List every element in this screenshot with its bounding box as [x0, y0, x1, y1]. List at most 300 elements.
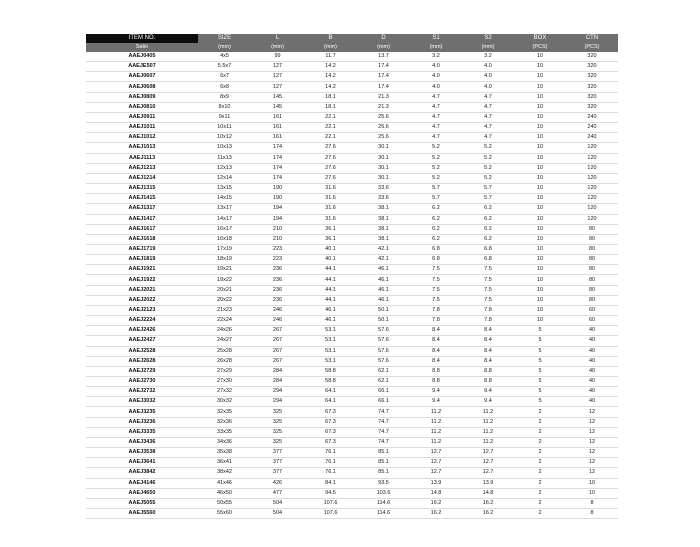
table-cell: 426	[251, 478, 304, 488]
item-number-cell: AAEJ1819	[86, 255, 198, 265]
table-row	[86, 316, 618, 326]
table-cell: 10	[514, 255, 566, 265]
table-cell: 21x23	[198, 305, 251, 315]
table-row	[86, 509, 618, 519]
table-cell: 7.5	[462, 285, 514, 295]
table-row	[86, 356, 618, 366]
item-number-cell: AAEJ1921	[86, 265, 198, 275]
table-cell: 46.1	[357, 265, 410, 275]
item-number-cell: AAEJ2427	[86, 336, 198, 346]
table-row	[86, 366, 618, 376]
table-cell: 26x28	[198, 356, 251, 366]
column-header: S1	[410, 34, 462, 43]
table-cell: 12.7	[410, 468, 462, 478]
table-cell: 10	[514, 153, 566, 163]
table-cell: 27.6	[304, 143, 357, 153]
table-cell: 40.1	[304, 244, 357, 254]
table-cell: 7.8	[410, 316, 462, 326]
table-cell: 58.8	[304, 377, 357, 387]
table-cell: 57.6	[357, 346, 410, 356]
table-cell: 76.1	[304, 458, 357, 468]
table-cell: 10	[514, 133, 566, 143]
table-cell: 8.4	[410, 356, 462, 366]
table-row	[86, 346, 618, 356]
table-cell: 5	[514, 366, 566, 376]
item-number-cell: AAEJ1213	[86, 163, 198, 173]
table-cell: 12	[566, 427, 618, 437]
column-unit: (mm)	[410, 43, 462, 52]
table-cell: 80	[566, 265, 618, 275]
table-cell: 12x14	[198, 173, 251, 183]
table-cell: 74.7	[357, 427, 410, 437]
table-cell: 80	[566, 234, 618, 244]
item-number-cell: AAEJ0809	[86, 92, 198, 102]
table-cell: 10	[514, 234, 566, 244]
table-cell: 33.6	[357, 194, 410, 204]
table-cell: 38.1	[357, 224, 410, 234]
table-cell: 11.2	[462, 417, 514, 427]
table-cell: 2	[514, 478, 566, 488]
table-cell: 267	[251, 336, 304, 346]
table-cell: 8.4	[410, 346, 462, 356]
table-cell: 30.1	[357, 173, 410, 183]
table-cell: 80	[566, 255, 618, 265]
table-cell: 27.6	[304, 153, 357, 163]
table-cell: 8.8	[410, 366, 462, 376]
table-cell: 94.5	[304, 488, 357, 498]
table-cell: 24x26	[198, 326, 251, 336]
table-cell: 6.2	[462, 224, 514, 234]
table-row	[86, 437, 618, 447]
table-cell: 7.8	[410, 305, 462, 315]
table-cell: 10	[514, 163, 566, 173]
item-number-cell: AAEJ3235	[86, 407, 198, 417]
table-row	[86, 234, 618, 244]
table-cell: 5.2	[410, 143, 462, 153]
table-cell: 7.8	[462, 305, 514, 315]
table-cell: 44.1	[304, 295, 357, 305]
table-cell: 5	[514, 336, 566, 346]
table-cell: 107.6	[304, 498, 357, 508]
table-cell: 246	[251, 316, 304, 326]
table-cell: 22.1	[304, 133, 357, 143]
table-cell: 11.2	[462, 407, 514, 417]
table-cell: 267	[251, 346, 304, 356]
table-cell: 16x18	[198, 234, 251, 244]
table-cell: 14.8	[462, 488, 514, 498]
table-cell: 107.6	[304, 509, 357, 519]
table-cell: 236	[251, 265, 304, 275]
table-cell: 57.6	[357, 356, 410, 366]
table-cell: 5.7	[410, 184, 462, 194]
table-cell: 74.7	[357, 437, 410, 447]
table-cell: 85.1	[357, 468, 410, 478]
table-cell: 10x11	[198, 123, 251, 133]
table-cell: 12	[566, 468, 618, 478]
table-cell: 12	[566, 437, 618, 447]
table-cell: 5	[514, 346, 566, 356]
item-number-cell: AAEJ0608	[86, 82, 198, 92]
table-cell: 14.2	[304, 62, 357, 72]
table-cell: 11.2	[410, 417, 462, 427]
table-cell: 114.6	[357, 509, 410, 519]
table-cell: 10	[514, 265, 566, 275]
table-cell: 12.7	[462, 458, 514, 468]
table-cell: 12	[566, 448, 618, 458]
table-cell: 5.7	[410, 194, 462, 204]
table-cell: 2	[514, 498, 566, 508]
table-cell: 21.3	[357, 92, 410, 102]
table-cell: 11.2	[410, 427, 462, 437]
table-row	[86, 244, 618, 254]
table-cell: 38.1	[357, 204, 410, 214]
table-cell: 320	[566, 102, 618, 112]
table-cell: 32x36	[198, 417, 251, 427]
table-cell: 76.1	[304, 448, 357, 458]
table-cell: 30.1	[357, 143, 410, 153]
table-cell: 80	[566, 275, 618, 285]
table-cell: 93.5	[357, 478, 410, 488]
table-cell: 320	[566, 92, 618, 102]
table-cell: 36.1	[304, 224, 357, 234]
table-cell: 27x32	[198, 387, 251, 397]
table-cell: 74.7	[357, 417, 410, 427]
table-cell: 210	[251, 224, 304, 234]
table-cell: 4.7	[462, 123, 514, 133]
table-cell: 8	[566, 509, 618, 519]
table-row	[86, 387, 618, 397]
item-number-cell: AAEJ3436	[86, 437, 198, 447]
table-cell: 18x19	[198, 255, 251, 265]
table-cell: 504	[251, 509, 304, 519]
item-number-cell: AAEJ3538	[86, 448, 198, 458]
table-cell: 2	[514, 417, 566, 427]
table-cell: 12	[566, 407, 618, 417]
table-cell: 42.1	[357, 244, 410, 254]
table-cell: 4.7	[410, 123, 462, 133]
table-row	[86, 255, 618, 265]
table-cell: 46.1	[357, 295, 410, 305]
table-cell: 36x41	[198, 458, 251, 468]
item-number-cell: AAEJE507	[86, 62, 198, 72]
table-row	[86, 92, 618, 102]
table-cell: 5.7	[462, 194, 514, 204]
item-number-cell: AAEJ0810	[86, 102, 198, 112]
table-row	[86, 458, 618, 468]
table-cell: 22.1	[304, 123, 357, 133]
item-number-cell: AAEJ1012	[86, 133, 198, 143]
table-cell: 10	[514, 184, 566, 194]
table-cell: 62.1	[357, 377, 410, 387]
table-cell: 53.1	[304, 336, 357, 346]
table-cell: 25.6	[357, 123, 410, 133]
column-unit: Satin	[86, 43, 198, 52]
table-cell: 5.7	[462, 184, 514, 194]
table-cell: 13.7	[357, 52, 410, 62]
table-cell: 38x42	[198, 468, 251, 478]
table-cell: 4.0	[410, 72, 462, 82]
table-cell: 84.1	[304, 478, 357, 488]
table-cell: 161	[251, 133, 304, 143]
table-cell: 9.4	[410, 387, 462, 397]
table-cell: 14x15	[198, 194, 251, 204]
table-cell: 325	[251, 427, 304, 437]
table-cell: 44.1	[304, 275, 357, 285]
table-row	[86, 295, 618, 305]
table-cell: 34x36	[198, 437, 251, 447]
column-header: BOX	[514, 34, 566, 43]
table-cell: 127	[251, 82, 304, 92]
table-cell: 320	[566, 62, 618, 72]
table-cell: 30.1	[357, 163, 410, 173]
table-cell: 10	[514, 102, 566, 112]
table-row	[86, 214, 618, 224]
table-cell: 6x7	[198, 72, 251, 82]
table-row	[86, 153, 618, 163]
table-cell: 64.1	[304, 397, 357, 407]
item-number-cell: AAEJ1415	[86, 194, 198, 204]
table-cell: 240	[566, 123, 618, 133]
table-row	[86, 194, 618, 204]
table-cell: 120	[566, 214, 618, 224]
table-row	[86, 72, 618, 82]
item-number-cell: AAEJ1317	[86, 204, 198, 214]
table-cell: 12	[566, 417, 618, 427]
table-cell: 145	[251, 102, 304, 112]
table-cell: 12.7	[462, 448, 514, 458]
table-cell: 10	[514, 82, 566, 92]
table-cell: 8x10	[198, 102, 251, 112]
column-header: D	[357, 34, 410, 43]
item-number-cell: AAEJ1922	[86, 275, 198, 285]
table-cell: 10	[514, 295, 566, 305]
table-cell: 4.0	[462, 72, 514, 82]
table-cell: 13.9	[462, 478, 514, 488]
table-cell: 8.4	[462, 356, 514, 366]
table-cell: 14.2	[304, 82, 357, 92]
item-number-cell: AAEJ2123	[86, 305, 198, 315]
table-cell: 12.7	[410, 458, 462, 468]
item-number-cell: AAEJ3236	[86, 417, 198, 427]
table-cell: 10	[514, 244, 566, 254]
table-cell: 27x30	[198, 377, 251, 387]
item-number-cell: AAEJ4146	[86, 478, 198, 488]
table-cell: 53.1	[304, 356, 357, 366]
table-cell: 46.1	[357, 275, 410, 285]
item-number-cell: AAEJ3842	[86, 468, 198, 478]
item-number-cell: AAEJ3032	[86, 397, 198, 407]
table-cell: 377	[251, 448, 304, 458]
table-cell: 22x24	[198, 316, 251, 326]
table-cell: 8.4	[462, 326, 514, 336]
table-cell: 57.6	[357, 336, 410, 346]
table-cell: 223	[251, 255, 304, 265]
column-unit: (PCS)	[566, 43, 618, 52]
table-cell: 5.5x7	[198, 62, 251, 72]
table-cell: 2	[514, 458, 566, 468]
table-cell: 8.8	[462, 377, 514, 387]
table-cell: 67.3	[304, 407, 357, 417]
table-cell: 7.5	[410, 275, 462, 285]
table-cell: 27.6	[304, 173, 357, 183]
table-cell: 5.2	[462, 143, 514, 153]
table-cell: 24x27	[198, 336, 251, 346]
table-cell: 5	[514, 387, 566, 397]
table-cell: 74.7	[357, 407, 410, 417]
table-cell: 10	[514, 72, 566, 82]
table-cell: 20x22	[198, 295, 251, 305]
table-cell: 174	[251, 153, 304, 163]
table-cell: 67.3	[304, 417, 357, 427]
table-cell: 10	[514, 194, 566, 204]
table-cell: 40	[566, 397, 618, 407]
table-cell: 25.6	[357, 112, 410, 122]
table-cell: 236	[251, 295, 304, 305]
table-cell: 4.7	[462, 92, 514, 102]
item-number-cell: AAEJ0911	[86, 112, 198, 122]
table-cell: 50.1	[357, 316, 410, 326]
table-cell: 11.7	[304, 52, 357, 62]
table-cell: 64.1	[304, 387, 357, 397]
table-row	[86, 275, 618, 285]
table-cell: 12.7	[462, 468, 514, 478]
table-cell: 10	[514, 52, 566, 62]
table-cell: 10	[514, 224, 566, 234]
table-cell: 46.1	[304, 316, 357, 326]
table-row	[86, 305, 618, 315]
table-cell: 10x12	[198, 133, 251, 143]
column-header: ITEM NO.	[86, 34, 198, 43]
table-cell: 60	[566, 305, 618, 315]
table-cell: 5	[514, 377, 566, 387]
table-cell: 27x29	[198, 366, 251, 376]
table-cell: 67.3	[304, 427, 357, 437]
item-number-cell: AAEJ1417	[86, 214, 198, 224]
table-cell: 10	[566, 478, 618, 488]
table-cell: 120	[566, 173, 618, 183]
table-cell: 5.2	[462, 173, 514, 183]
table-cell: 19x21	[198, 265, 251, 275]
table-cell: 41x46	[198, 478, 251, 488]
table-cell: 40	[566, 366, 618, 376]
table-cell: 53.1	[304, 326, 357, 336]
table-cell: 16.2	[462, 509, 514, 519]
table-cell: 62.1	[357, 366, 410, 376]
table-cell: 13.9	[410, 478, 462, 488]
table-cell: 174	[251, 163, 304, 173]
table-cell: 103.6	[357, 488, 410, 498]
table-row	[86, 407, 618, 417]
table-cell: 120	[566, 153, 618, 163]
table-cell: 7.5	[410, 265, 462, 275]
table-cell: 236	[251, 285, 304, 295]
column-unit: (mm)	[357, 43, 410, 52]
item-number-cell: AAEJ0405	[86, 52, 198, 62]
table-cell: 44.1	[304, 285, 357, 295]
table-cell: 40.1	[304, 255, 357, 265]
table-cell: 80	[566, 295, 618, 305]
table-cell: 194	[251, 204, 304, 214]
table-row	[86, 204, 618, 214]
table-cell: 25.6	[357, 133, 410, 143]
table-cell: 294	[251, 387, 304, 397]
column-header: S2	[462, 34, 514, 43]
table-row	[86, 102, 618, 112]
table-cell: 16.2	[410, 498, 462, 508]
table-cell: 120	[566, 143, 618, 153]
table-cell: 7.5	[462, 295, 514, 305]
table-cell: 16.2	[410, 509, 462, 519]
table-cell: 9.4	[410, 397, 462, 407]
table-cell: 4.0	[410, 62, 462, 72]
item-number-cell: AAEJ2528	[86, 346, 198, 356]
table-cell: 194	[251, 214, 304, 224]
table-cell: 10	[514, 305, 566, 315]
table-cell: 320	[566, 52, 618, 62]
item-number-cell: AAEJ5055	[86, 498, 198, 508]
table-cell: 99	[251, 52, 304, 62]
table-cell: 2	[514, 509, 566, 519]
table-cell: 17.4	[357, 72, 410, 82]
table-cell: 320	[566, 72, 618, 82]
table-row	[86, 173, 618, 183]
table-cell: 12x13	[198, 163, 251, 173]
table-cell: 161	[251, 123, 304, 133]
table-cell: 325	[251, 437, 304, 447]
table-cell: 38.1	[357, 214, 410, 224]
table-cell: 85.1	[357, 448, 410, 458]
table-cell: 3.2	[462, 52, 514, 62]
table-cell: 3.2	[410, 52, 462, 62]
item-number-cell: AAEJ1315	[86, 184, 198, 194]
table-cell: 10	[514, 92, 566, 102]
column-unit: (mm)	[304, 43, 357, 52]
table-row	[86, 417, 618, 427]
table-cell: 6.8	[462, 244, 514, 254]
table-cell: 50x55	[198, 498, 251, 508]
item-number-cell: AAEJ3335	[86, 427, 198, 437]
table-cell: 236	[251, 275, 304, 285]
table-cell: 40	[566, 377, 618, 387]
table-cell: 2	[514, 437, 566, 447]
table-cell: 11.2	[410, 407, 462, 417]
table-cell: 19x22	[198, 275, 251, 285]
table-cell: 11.2	[462, 427, 514, 437]
item-number-cell: AAEJ2729	[86, 366, 198, 376]
table-cell: 17.4	[357, 82, 410, 92]
table-row	[86, 478, 618, 488]
table-cell: 27.6	[304, 163, 357, 173]
table-cell: 40	[566, 356, 618, 366]
table-row	[86, 377, 618, 387]
item-number-cell: AAEJ5560	[86, 509, 198, 519]
table-cell: 5.2	[410, 163, 462, 173]
table-cell: 60	[566, 316, 618, 326]
table-cell: 4.7	[410, 102, 462, 112]
table-cell: 2	[514, 488, 566, 498]
table-row	[86, 133, 618, 143]
table-row	[86, 488, 618, 498]
table-cell: 5.2	[462, 153, 514, 163]
table-cell: 320	[566, 82, 618, 92]
table-cell: 7.8	[462, 316, 514, 326]
table-cell: 66.1	[357, 397, 410, 407]
table-cell: 42.1	[357, 255, 410, 265]
table-cell: 7.5	[462, 265, 514, 275]
table-cell: 30.1	[357, 153, 410, 163]
table-cell: 6.2	[410, 214, 462, 224]
table-cell: 80	[566, 224, 618, 234]
